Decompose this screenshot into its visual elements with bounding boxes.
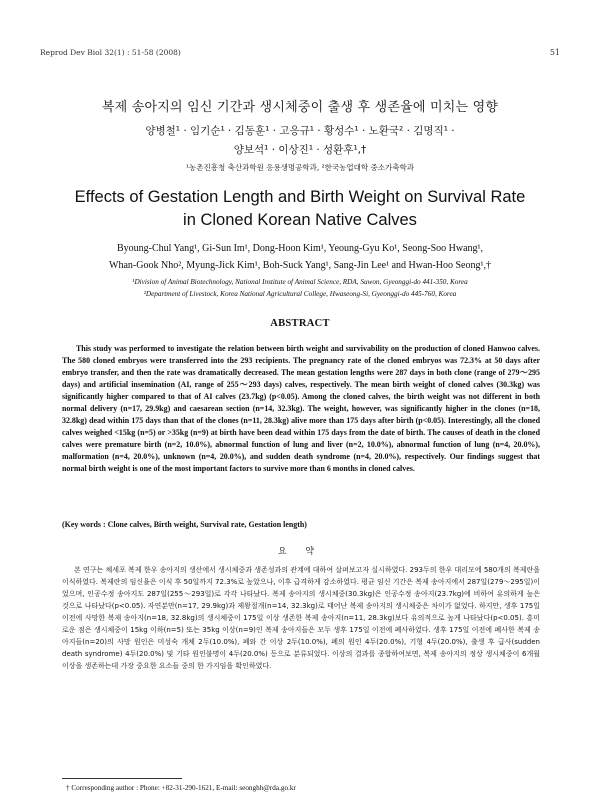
english-title-line-2: in Cloned Korean Native Calves bbox=[183, 211, 417, 229]
page-number: 51 bbox=[549, 48, 560, 57]
footnote-divider bbox=[62, 778, 182, 779]
english-affiliation-2: ²Department of Livestock, Korea National Agricultural College, Hwaseong-Si, Gyeonggi-do 445-760, Korea bbox=[143, 289, 457, 298]
korean-summary-body bbox=[62, 564, 540, 672]
abstract-heading: ABSTRACT bbox=[270, 318, 330, 329]
english-affiliations bbox=[30, 277, 570, 300]
abstract-body bbox=[62, 343, 540, 475]
korean-summary-heading: 요 약 bbox=[277, 547, 323, 557]
korean-affiliation: ¹농촌진흥청 축산과학원 응용생명공학과, ²한국농업대학 중소가축학과 bbox=[185, 163, 415, 172]
english-authors-line-1: Byoung-Chul Yang¹, Gi-Sun Im¹, Dong-Hoon Kim¹, Yeoung-Gyu Ko¹, Seong-Soo Hwang¹, bbox=[116, 243, 484, 254]
english-authors-line-2: Whan-Gook Nho², Myung-Jick Kim¹, Boh-Suck Yang¹, Sang-Jin Lee¹ and Hwan-Hoo Seong¹,† bbox=[109, 260, 491, 271]
korean-title: 복제 송아지의 임신 기간과 생시체중이 출생 후 생존율에 미치는 영향 bbox=[101, 100, 499, 115]
english-authors bbox=[40, 240, 560, 274]
abstract-text: This study was performed to investigate the relation between birth weight and survivability on the production of cloned Hanwoo calves. The 580 cloned embryos were transferred into the 293 recipients. The pregnancy rate of the cloned embryos was 72.3% at 50 days after embryo transfer, and then the rate was dramatically decreased. The mean gestation lengths were 287 days in both clone (range of 279～295 days) and artificial insemination (AI, range of 255～293 days) calves, respectively. The mean birth weight of cloned calves (30.3kg) was significantly higher compared to that of AI calves (23.7kg) (p<0.05). Among the cloned calves, the birth weight was not different in both normal delivery (n=17, 29.9kg) and caesarean section (n=14, 32.3kg). The weight, however, was significantly higher in the clones (n=18, 32.8kg) dead within 175 days than that of the clones (n=11, 28.3kg) alive more than 175 days after birth (p<0.05). Interestingly, all the cloned calves weighed <15kg (n=5) or >35kg (n=9) at birth have been dead within 175 days from the date of birth. The causes of death in the cloned calves were premature birth (n=2, 10.0%), abnormal function of lung and liver (n=2, 10.0%), abnormal function of lung (n=4, 20.0%), malformation (n=4, 20.0%), unknown (n=4, 20.0%), and sudden death syndrome (n=4, 20.0%), respectively. Our findings suggest that normal birth weight is one of the most important factors to survive more than 6 months in cloned calves. bbox=[62, 344, 540, 473]
korean-authors bbox=[0, 122, 600, 160]
korean-summary-text: 본 연구는 체세포 복제 한우 송아지의 생산에서 생시체중과 생존성과의 관계에 대하여 살펴보고자 실시하였다. 293두의 한우 대리모에 580개의 복제란을 이식하였다. 복제란의 임신율은 이식 후 50일까지 72.3%로 높았으나, 이후 급격하게 감소하였다. 평균 임신 기간은 복제 송아지에서 287일(279～295일)이었으며, 인공수정 송아지도 287일(255～293일)로 각각 나타났다. 복제 송아지의 생시체중(30.3kg)은 인공수정 송아지(23.7kg)에 비하여 유의하게 높은 것으로 나타났다(p<0.05). 자연분만(n=17, 29.9kg)과 제왕절개(n=14, 32.3kg)로 태어난 복제 송아지의 생시체중은 차이가 없었다. 하지만, 생후 175일 이전에 사망한 복제 송아지(n=18, 32.8kg)의 생시체중이 175일 이상 생존한 복제 송아지(n=11, 28.3kg)보다 유의적으로 높게 나타났다(p<0.05). 흥미로운 점은 생시체중이 15kg 이하(n=5) 또는 35kg 이상(n=9)인 복제 송아지들은 모두 생후 175일 이전에 폐사하였다. 생후 175일 이전에 폐사한 복제 송아지들(n=20)의 사망 원인은 미성숙 개체 2두(10.0%), 폐와 간 이상 2두(10.0%), 폐의 원인 4두(20.0%), 기형 4두(20.0%), 출생 후 급사(sudden death syndrome) 4두(20.0%) 및 기타 원인불명이 4두(20.0%) 등으로 분류되었다. 이상의 결과를 종합하여보면, 복제 송아지의 정상 생시체중이 6개월 이상을 생존하는데 가장 중요한 요소들 중의 한 가지임을 확인하였다. bbox=[62, 566, 540, 671]
keywords: (Key words : Clone calves, Birth weight, Survival rate, Gestation length) bbox=[62, 520, 307, 529]
corresponding-author-footnote: † Corresponding author : Phone: +82-31-290-1621, E-mail: seonghh@rda.go.kr bbox=[66, 784, 296, 792]
korean-authors-line-1: 양병철¹ · 임기순¹ · 김동훈¹ · 고응규¹ · 황성수¹ · 노환국² · 김명직¹ · bbox=[145, 125, 455, 137]
english-title-line-1: Effects of Gestation Length and Birth Weight on Survival Rate bbox=[74, 188, 526, 206]
journal-reference: Reprod Dev Biol 32(1) : 51-58 (2008) bbox=[40, 48, 181, 57]
english-title bbox=[0, 186, 600, 232]
english-affiliation-1: ¹Division of Animal Biotechnology, National Institute of Animal Science, RDA, Suwon, Gyeonggi-do 441-350, Korea bbox=[132, 278, 468, 286]
korean-authors-line-2: 양보석¹ · 이상진¹ · 성환후¹,† bbox=[233, 144, 367, 156]
